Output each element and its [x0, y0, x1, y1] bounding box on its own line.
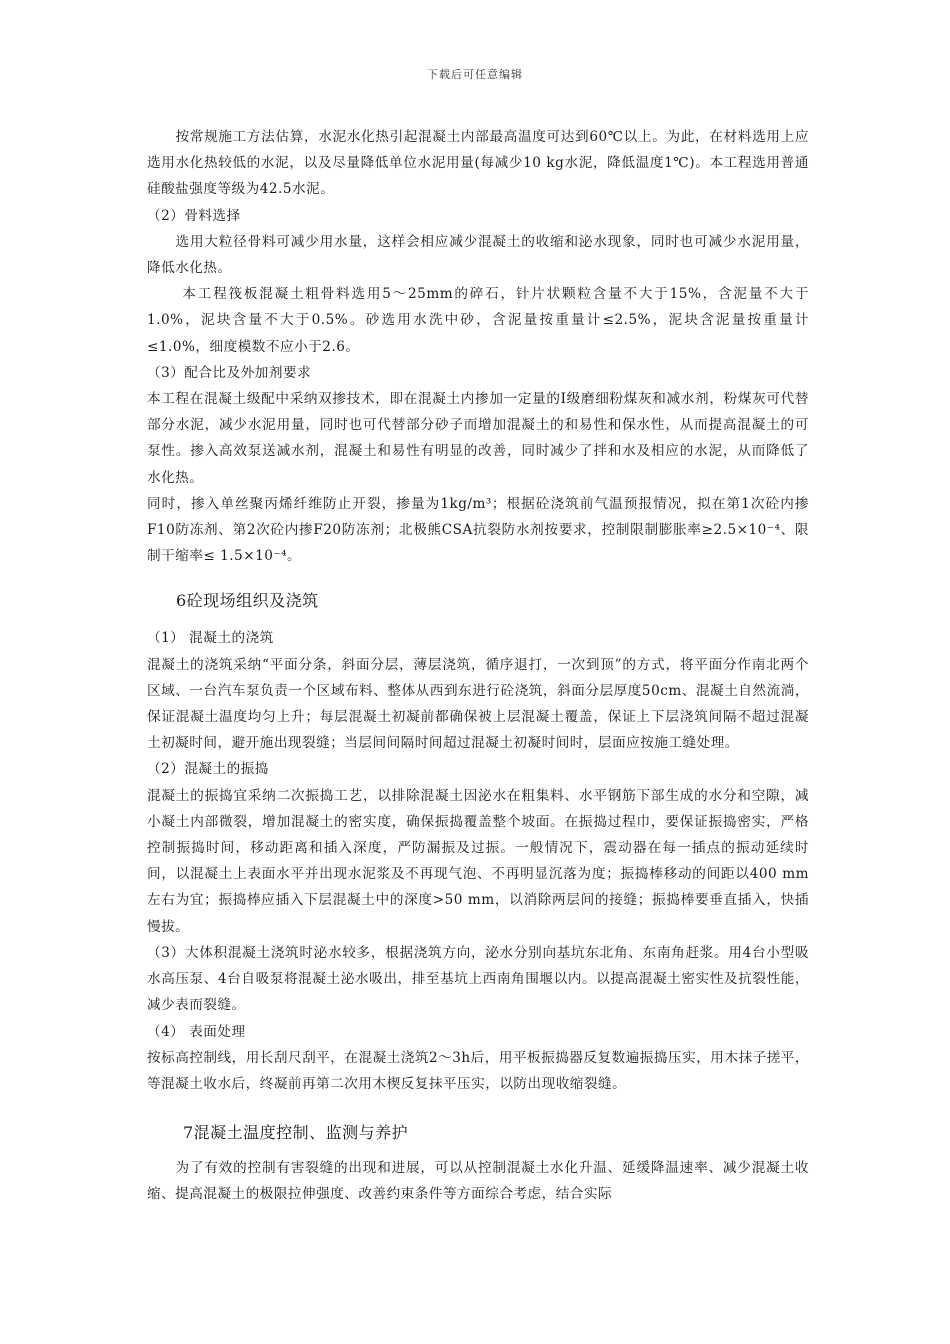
- paragraph: （3）大体积混凝土浇筑时泌水较多，根据浇筑方向，泌水分别向基坑东北角、东南角赶浆。用4台小型吸水高压泵、4台自吸泵将混凝土泌水吸出，排至基坑上西南角围堰以内。以提高混凝土密实性及抗裂性能，减少表而裂缝。: [147, 944, 809, 1014]
- section-heading: 7混凝土温度控制、监测与养护: [183, 1123, 409, 1143]
- paragraph: 混凝土的振捣宜采纳二次振捣工艺，以排除混凝土因泌水在粗集料、水平钢筋下部生成的水分和空隙，减小凝土内部微裂，增加混凝土的密实度，确保振捣覆盖整个坡面。在振捣过程巾，要保证振捣密实，严格控制振捣时间，移动距离和插入深度，严防漏振及过振。一般情况下，震动器在每一插点的振动延续时间，以混凝土上表面水平并出现水泥浆及不再现气泡、不再明显沉落为度；振捣棒移动的间距以400 mm左右为宜；振捣棒应插入下层混凝土中的深度>50 mm，以消除两层间的接缝；振捣棒要垂直插入，快插慢拔。: [147, 787, 809, 935]
- subheading: （1） 混凝土的浇筑: [147, 630, 274, 647]
- paragraph: 混凝土的浇筑采纳“平面分条，斜面分层，薄层浇筑，循序退打，一次到顶”的方式，将平面分作南北两个区域、一台汽车泵负责一个区域布料、整体从西到东进行砼浇筑，斜面分层厚度50cm、混凝土自然流淌，保证混凝土温度均匀上升；每层混凝土初凝前都确保被上层混凝土覆盖，保证上下层浇筑间隔不超过混凝土初凝时间，避开施出现裂缝；当层间间隔时间超过混凝土初凝时间时，层面应按施工缝处理。: [147, 656, 809, 752]
- paragraph: 本工程筏板混凝土粗骨料选用5～25mm的碎石，针片状颗粒含量不大于15%，含泥量不大于1.0%，泥块含量不大于0.5%。砂选用水洗中砂，含泥量按重量计≤2.5%，泥块含泥量按重量计≤1.0%，细度模数不应小于2.6。: [147, 286, 809, 355]
- subheading: （3）配合比及外加剂要求: [147, 364, 312, 381]
- paragraph: 按常规施工方法估算，水泥水化热引起混凝土内部最高温度可达到60℃以上。为此，在材料选用上应选用水化热较低的水泥，以及尽量降低单位水泥用量(每减少10 kg水泥，降低温度1℃)。本工程选用普通硅酸盐强度等级为42.5水泥。: [147, 129, 809, 198]
- paragraph: 为了有效的控制有害裂缝的出现和进展，可以从控制混凝土水化升温、延缓降温速率、减少混凝土收缩、提高混凝土的极限拉伸强度、改善约束条件等方面综合考虑，结合实际: [147, 1160, 809, 1203]
- document-body: [147, 124, 809, 1208]
- subheading: （2）混凝土的振捣: [147, 761, 269, 778]
- paragraph: 本工程在混凝土级配中采纳双掺技术，即在混凝土内掺加一定量的Ⅰ级磨细粉煤灰和减水剂，粉煤灰可代替部分水泥，减少水泥用量，同时也可代替部分砂子而增加混凝土的和易性和保水性，从而提高混凝土的可泵性。掺入高效泵送减水剂，混凝土和易性有明显的改善，同时减少了拌和水及相应的水泥，从而降低了水化热。: [147, 391, 809, 486]
- section-heading: 6砼现场组织及浇筑: [176, 591, 319, 611]
- page-header: 下载后可任意编辑: [427, 68, 523, 81]
- subheading: （2）骨料选择: [147, 207, 241, 224]
- paragraph: 按标高控制线，用长刮尺刮平，在混凝土浇筑2～3h后，用平板振捣器反复数遍振捣压实，用木抹子搓平，等混凝土收水后，终凝前再第二次用木楔反复抹平压实，以防出现收缩裂缝。: [147, 1049, 809, 1092]
- paragraph: 同时，掺入单丝聚丙烯纤维防止开裂，掺量为1kg/m³；根据砼浇筑前气温预报情况，拟在第1次砼内掺F10防冻剂、第2次砼内掺F20防冻剂；北极熊CSA抗裂防水剂按要求，控制限制膨胀率≥2.5×10⁻⁴、限制干缩率≤ 1.5×10⁻⁴。: [147, 495, 809, 565]
- subheading: （4） 表面处理: [147, 1023, 246, 1040]
- paragraph: 选用大粒径骨料可减少用水量，这样会相应减少混凝土的收缩和泌水现象，同时也可减少水泥用量，降低水化热。: [147, 233, 809, 277]
